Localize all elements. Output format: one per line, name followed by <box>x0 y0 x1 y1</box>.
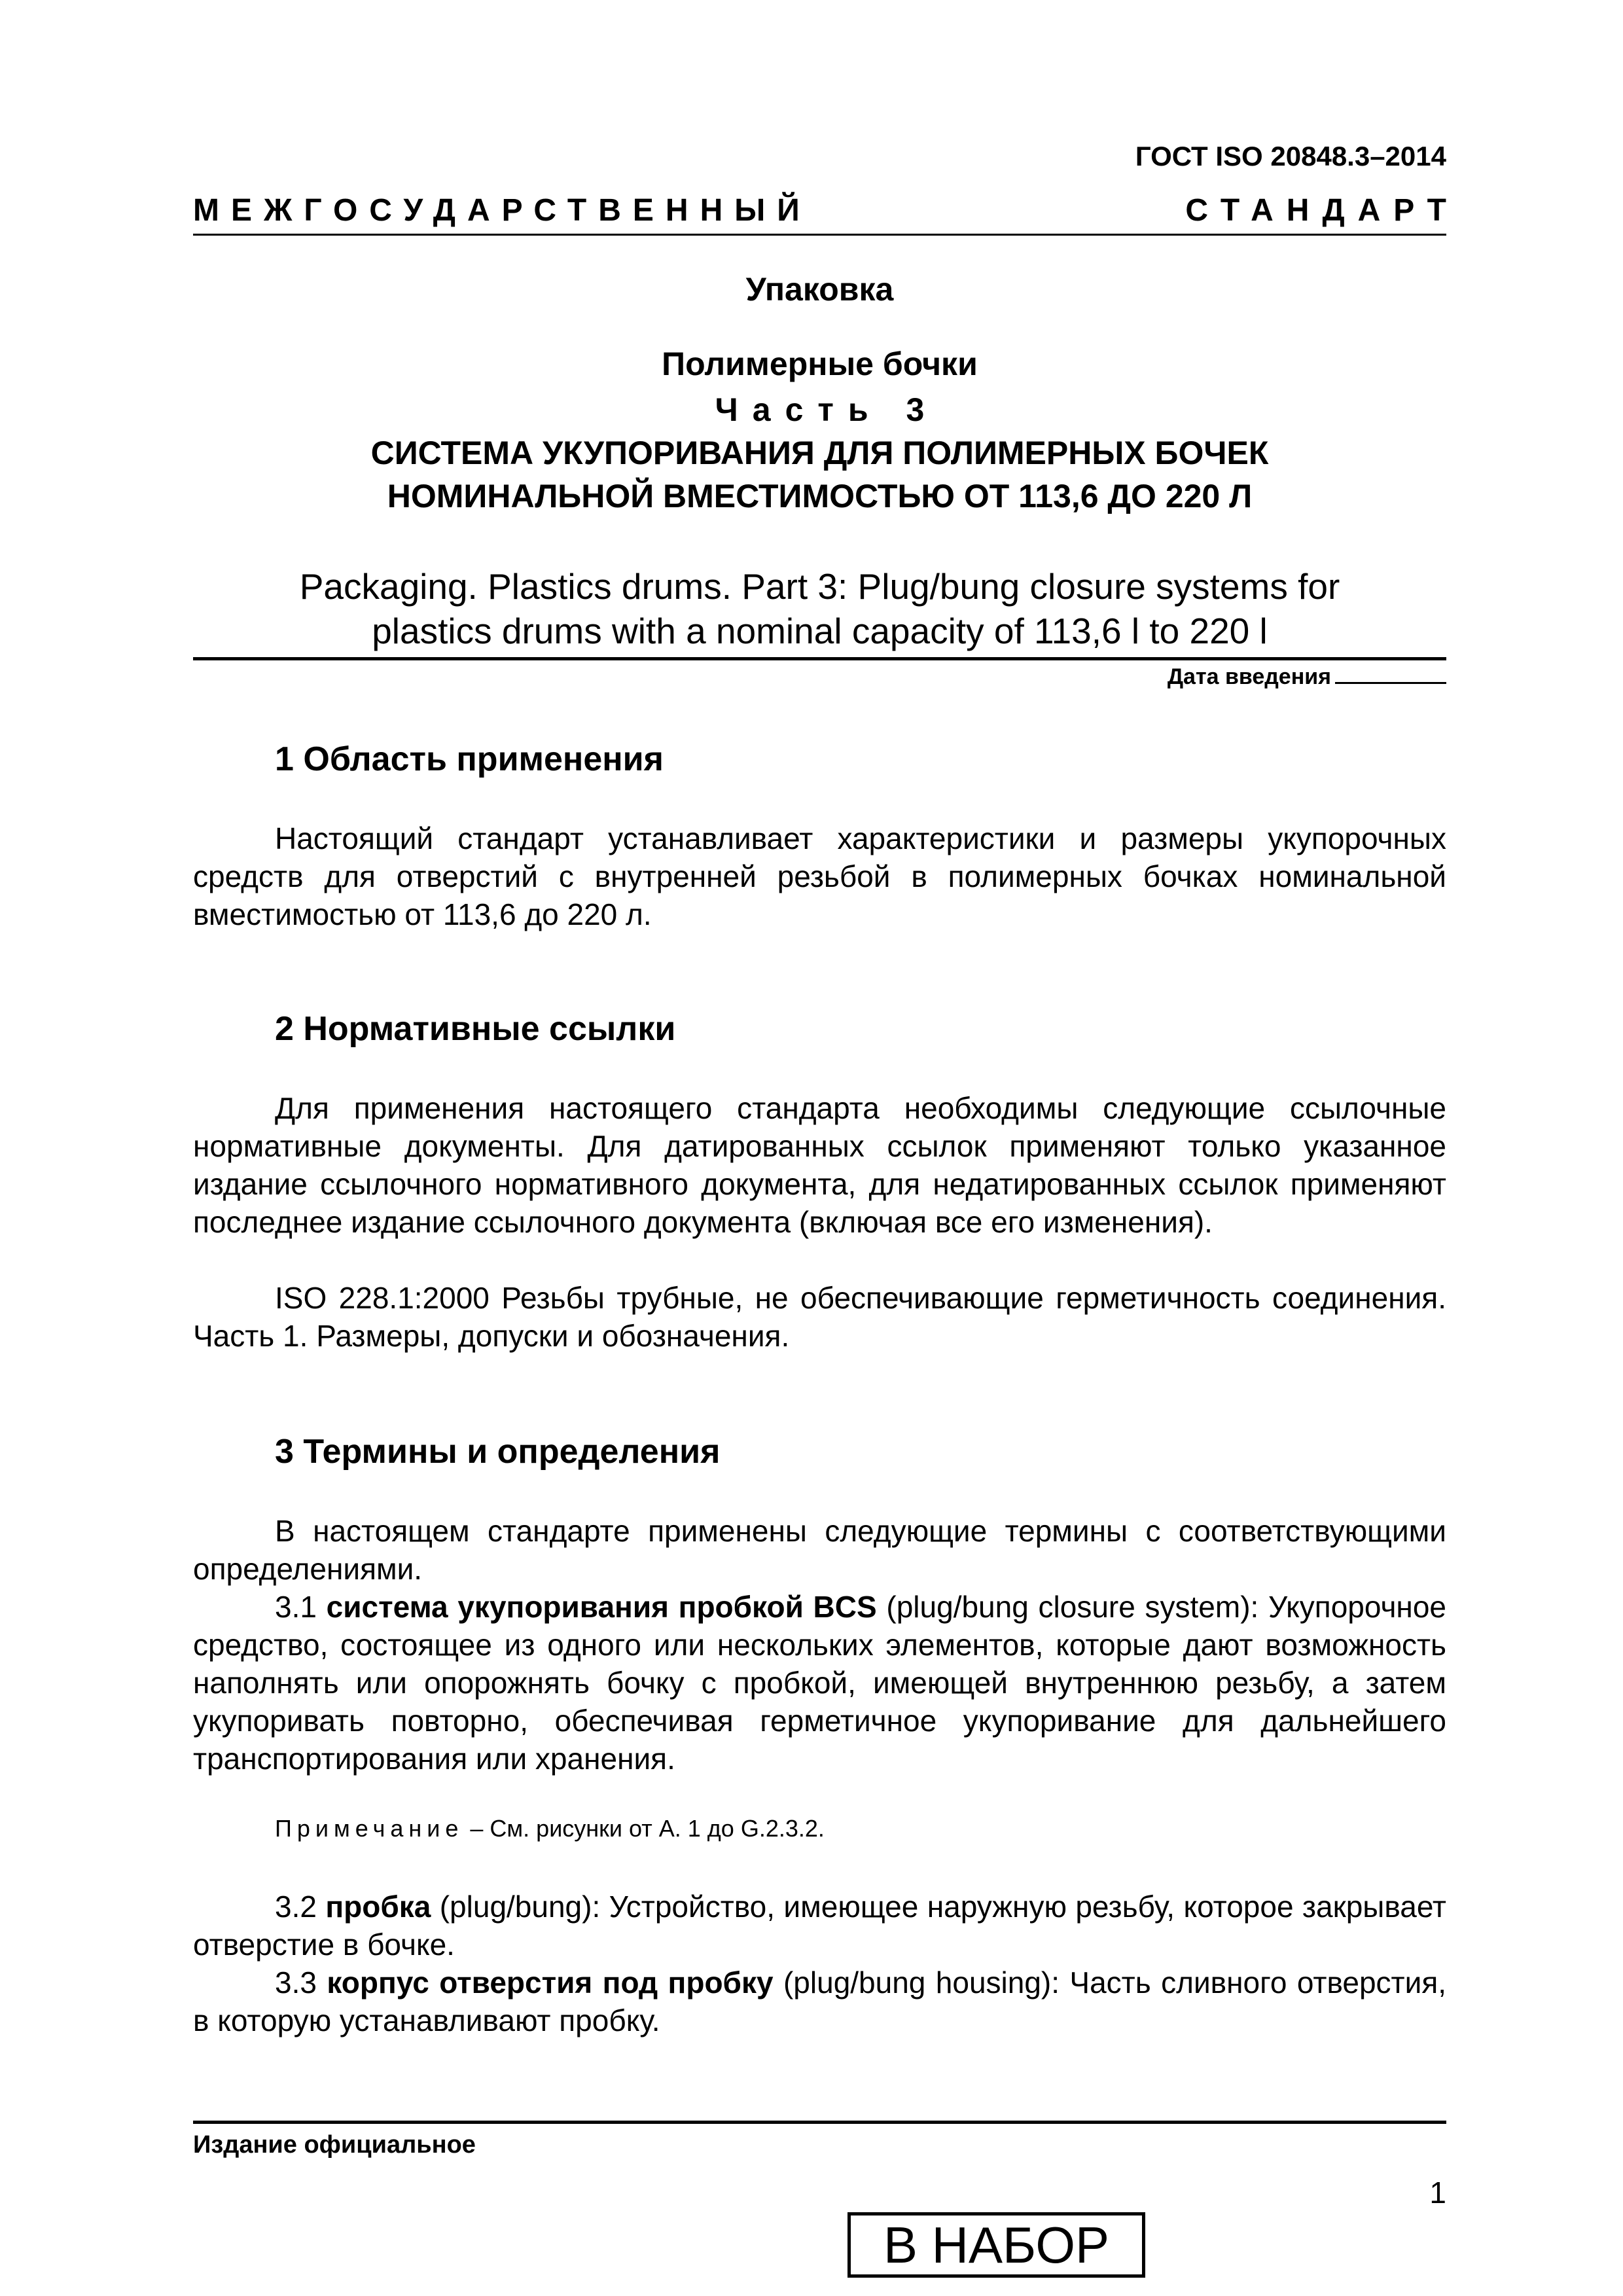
date-of-introduction <box>193 661 1446 692</box>
english-title-line2: plastics drums with a nominal capacity of 113,6 l to 220 l <box>372 611 1268 651</box>
section3-intro-text: В настоящем стандарте применены следующие термины с соответствующими определениями. <box>193 1514 1446 1586</box>
section2-text2: ISO 228.1:2000 Резьбы трубные, не обеспечивающие герметичность соединения. Часть 1. Размеры, допуски и обозначения. <box>193 1281 1446 1353</box>
title-sub: Полимерные бочки <box>662 346 978 382</box>
note-label: Примечание <box>275 1815 464 1842</box>
note-text: – См. рисунки от А. 1 до G.2.3.2. <box>470 1815 825 1842</box>
title-rule <box>193 657 1446 660</box>
term-3-3-name: корпус отверстия под пробку <box>327 1965 774 2000</box>
term-3-1-name: система укупоривания пробкой BCS <box>326 1590 877 1624</box>
section1-heading: 1 Область применения <box>275 740 664 778</box>
term-3-1 <box>193 1588 1446 1778</box>
official-edition: Издание официальное <box>193 2131 476 2159</box>
interstate-word: МЕЖГОСУДАРСТВЕННЫЙ <box>193 193 812 228</box>
section2-paragraph1 <box>193 1089 1446 1241</box>
header-rule <box>193 234 1446 236</box>
footer-rule <box>193 2121 1446 2124</box>
term-3-2 <box>193 1888 1446 1964</box>
section3-heading: 3 Термины и определения <box>275 1433 721 1471</box>
date-intro-label: Дата введения <box>1167 664 1331 689</box>
english-title-line1: Packaging. Plastics drums. Part 3: Plug/bung closure systems for <box>299 566 1340 607</box>
title-system-line1: СИСТЕМА УКУПОРИВАНИЯ ДЛЯ ПОЛИМЕРНЫХ БОЧЕК <box>370 435 1269 471</box>
interstate-standard-banner <box>193 191 1459 230</box>
term-3-3 <box>193 1964 1446 2039</box>
term-3-1-number: 3.1 <box>275 1590 317 1624</box>
term-3-1-definition: (plug/bung closure system): Укупорочное средство, состоящее из одного или нескольких элементов, которые дают возможность наполнять или опорожнять бочку с пробкой, имеющей внутреннюю резьбу, а затем укупоривать повторно, обеспечивая герметичное укупоривание для дальнейшего транспортирования или хранения. <box>193 1590 1446 1776</box>
section1-text: Настоящий стандарт устанавливает характеристики и размеры укупорочных средств для отверстий с внутренней резьбой в полимерных бочках номинальной вместимостью от 113,6 до 220 л. <box>193 821 1446 931</box>
term-3-2-number: 3.2 <box>275 1890 317 1924</box>
note <box>193 1813 1446 1844</box>
standard-word: СТАНДАРТ <box>1185 193 1459 228</box>
date-blank-line <box>1335 662 1446 684</box>
title-main: Упаковка <box>745 271 894 308</box>
document-page <box>193 0 1459 2296</box>
title-system-line2: НОМИНАЛЬНОЙ ВМЕСТИМОСТЬЮ ОТ 113,6 ДО 220 Л <box>387 478 1253 514</box>
section2-paragraph2 <box>193 1279 1446 1355</box>
page-number: 1 <box>1429 2176 1446 2210</box>
term-3-2-name: пробка <box>325 1890 431 1924</box>
term-3-3-number: 3.3 <box>275 1965 317 2000</box>
gost-number: ГОСТ ISO 20848.3–2014 <box>1135 141 1446 171</box>
title-part: Часть 3 <box>715 391 939 428</box>
term-3-3-definition: (plug/bung housing): Часть сливного отверстия, в которую устанавливают пробку. <box>193 1965 1447 2037</box>
section2-heading: 2 Нормативные ссылки <box>275 1010 676 1048</box>
section1-paragraph <box>193 819 1446 933</box>
stamp-v-nabor: В НАБОР <box>847 2212 1145 2278</box>
term-3-2-definition: (plug/bung): Устройство, имеющее наружную резьбу, которое закрывает отверстие в бочке. <box>193 1890 1446 1962</box>
section3-intro <box>193 1512 1446 1588</box>
section2-text1: Для применения настоящего стандарта необходимы следующие ссылочные нормативные документы. Для датированных ссылок применяют только указанное издание ссылочного нормативного документа, для недатированных ссылок применяют последнее издание ссылочного документа (включая все его изменения). <box>193 1091 1446 1239</box>
